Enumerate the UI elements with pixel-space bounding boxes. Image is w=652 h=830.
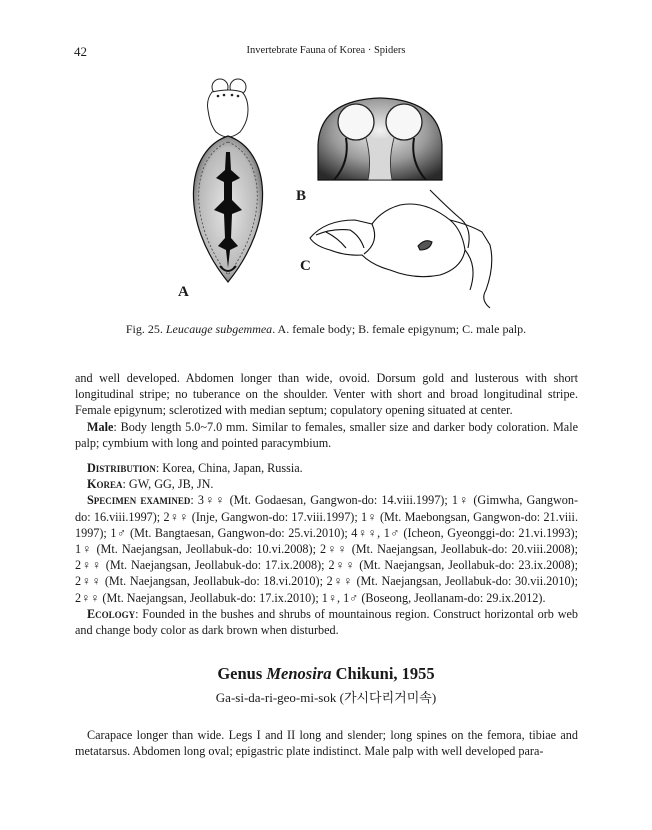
distribution-line — [75, 460, 578, 476]
caption-species: Leucauge subgemmea — [165, 322, 273, 336]
male-text: : Body length 5.0~7.0 mm. Similar to females, smaller size and darker body coloration. Male palp; cymbium with long and pointed paracymbium. — [75, 419, 578, 450]
genus-description — [75, 727, 578, 759]
korea-text: : GW, GG, JB, JN. — [122, 477, 214, 492]
male-palp-drawing — [310, 190, 492, 308]
species-description — [75, 370, 578, 451]
caption-rest: . A. female body; B. female epigynum; C. male palp. — [272, 322, 527, 336]
korea-line — [75, 476, 578, 492]
ecology-label: Ecology — [87, 606, 136, 621]
specimen-label: Specimen examined — [87, 493, 191, 508]
genus-heading — [0, 664, 652, 684]
page-number: 42 — [74, 44, 87, 59]
male-label: Male — [87, 419, 114, 434]
figure-label-c: C — [300, 258, 311, 274]
genus-korean-name: Ga-si-da-ri-geo-mi-sok (가시다리거미속) — [215, 690, 437, 705]
genus-author: Chikuni, 1955 — [331, 664, 435, 683]
genus-name: Menosira — [266, 664, 332, 683]
figure-caption — [0, 322, 652, 337]
korea-label: Korea — [87, 477, 123, 492]
ecology-line — [75, 606, 578, 638]
distribution-label: Distribution — [87, 461, 156, 475]
figure-label-a: A — [178, 284, 189, 300]
specimen-line — [75, 492, 578, 605]
running-title: Invertebrate Fauna of Korea · Spiders — [246, 45, 406, 56]
description-paragraph: and well developed. Abdomen longer than wide, ovoid. Dorsum gold and lusterous with short longitudinal stripe; no tuberance on the shoulder. Venter with short and broad longitudinal stripe. Female epigynum; sclerotized with median septum; copulatory opening situated at center. — [75, 371, 578, 418]
caption-prefix: Fig. 25. — [125, 322, 163, 336]
figure-label-b: B — [296, 188, 307, 204]
distribution-text: : Korea, China, Japan, Russia. — [155, 461, 303, 475]
epigynum-drawing — [318, 98, 442, 180]
specimen-text: : 3♀♀ (Mt. Godaesan, Gangwon-do: 14.viii.1997); 1♀ (Gimwha, Gangwon-do: 16.viii.1997); 2♀♀ (Inje, Gangwon-do: 17.viii.1997); 1♀ (Mt. Maebongsan, Gangwon-do: 21.viii. 1997); 1♂ (Mt. Bangtaesan, Gangwon-do: 25.vi.2010); 4♀♀, 1♂ (Icheon, Gyeonggi-do: 21.vi.1993); 1♀ (Mt. Naejangsan, Jeollabuk-do: 10.vi.2008); 2♀♀ (Mt. Naejangsan, Jeollabuk-do: 20.viii.2008); 2♀♀ (Mt. Naejangsan, Jeollabuk-do: 17.ix.2008); 2♀♀ (Mt. Naejangsan, Jeollabuk-do: 23.ix.2008); 2♀♀ (Mt. Naejangsan, Jeollabuk-do: 18.vi.2010); 2♀♀ (Mt. Naejangsan, Jeollabuk-do: 30.vii.2010); 2♀♀ (Mt. Naejangsan, Jeollabuk-do: 17.ix.2010); 1♀, 1♂ (Boseong, Jeollanam-do: 29.ix.2012). — [75, 493, 579, 605]
figure-illustration — [150, 70, 500, 310]
genus-description-text: Carapace longer than wide. Legs I and II long and slender; long spines on the femora, tibiae and metatarsus. Abdomen long oval; epigastric plate indistinct. Male palp with well developed para- — [75, 728, 578, 759]
ecology-text: : Founded in the bushes and shrubs of mountainous region. Construct horizontal orb web and change body color as dark brown when disturbed. — [75, 606, 578, 638]
female-body-drawing — [193, 79, 262, 282]
genus-prefix: Genus — [217, 664, 267, 683]
species-records — [75, 460, 578, 638]
figure-25 — [150, 70, 500, 310]
male-description — [75, 419, 578, 451]
